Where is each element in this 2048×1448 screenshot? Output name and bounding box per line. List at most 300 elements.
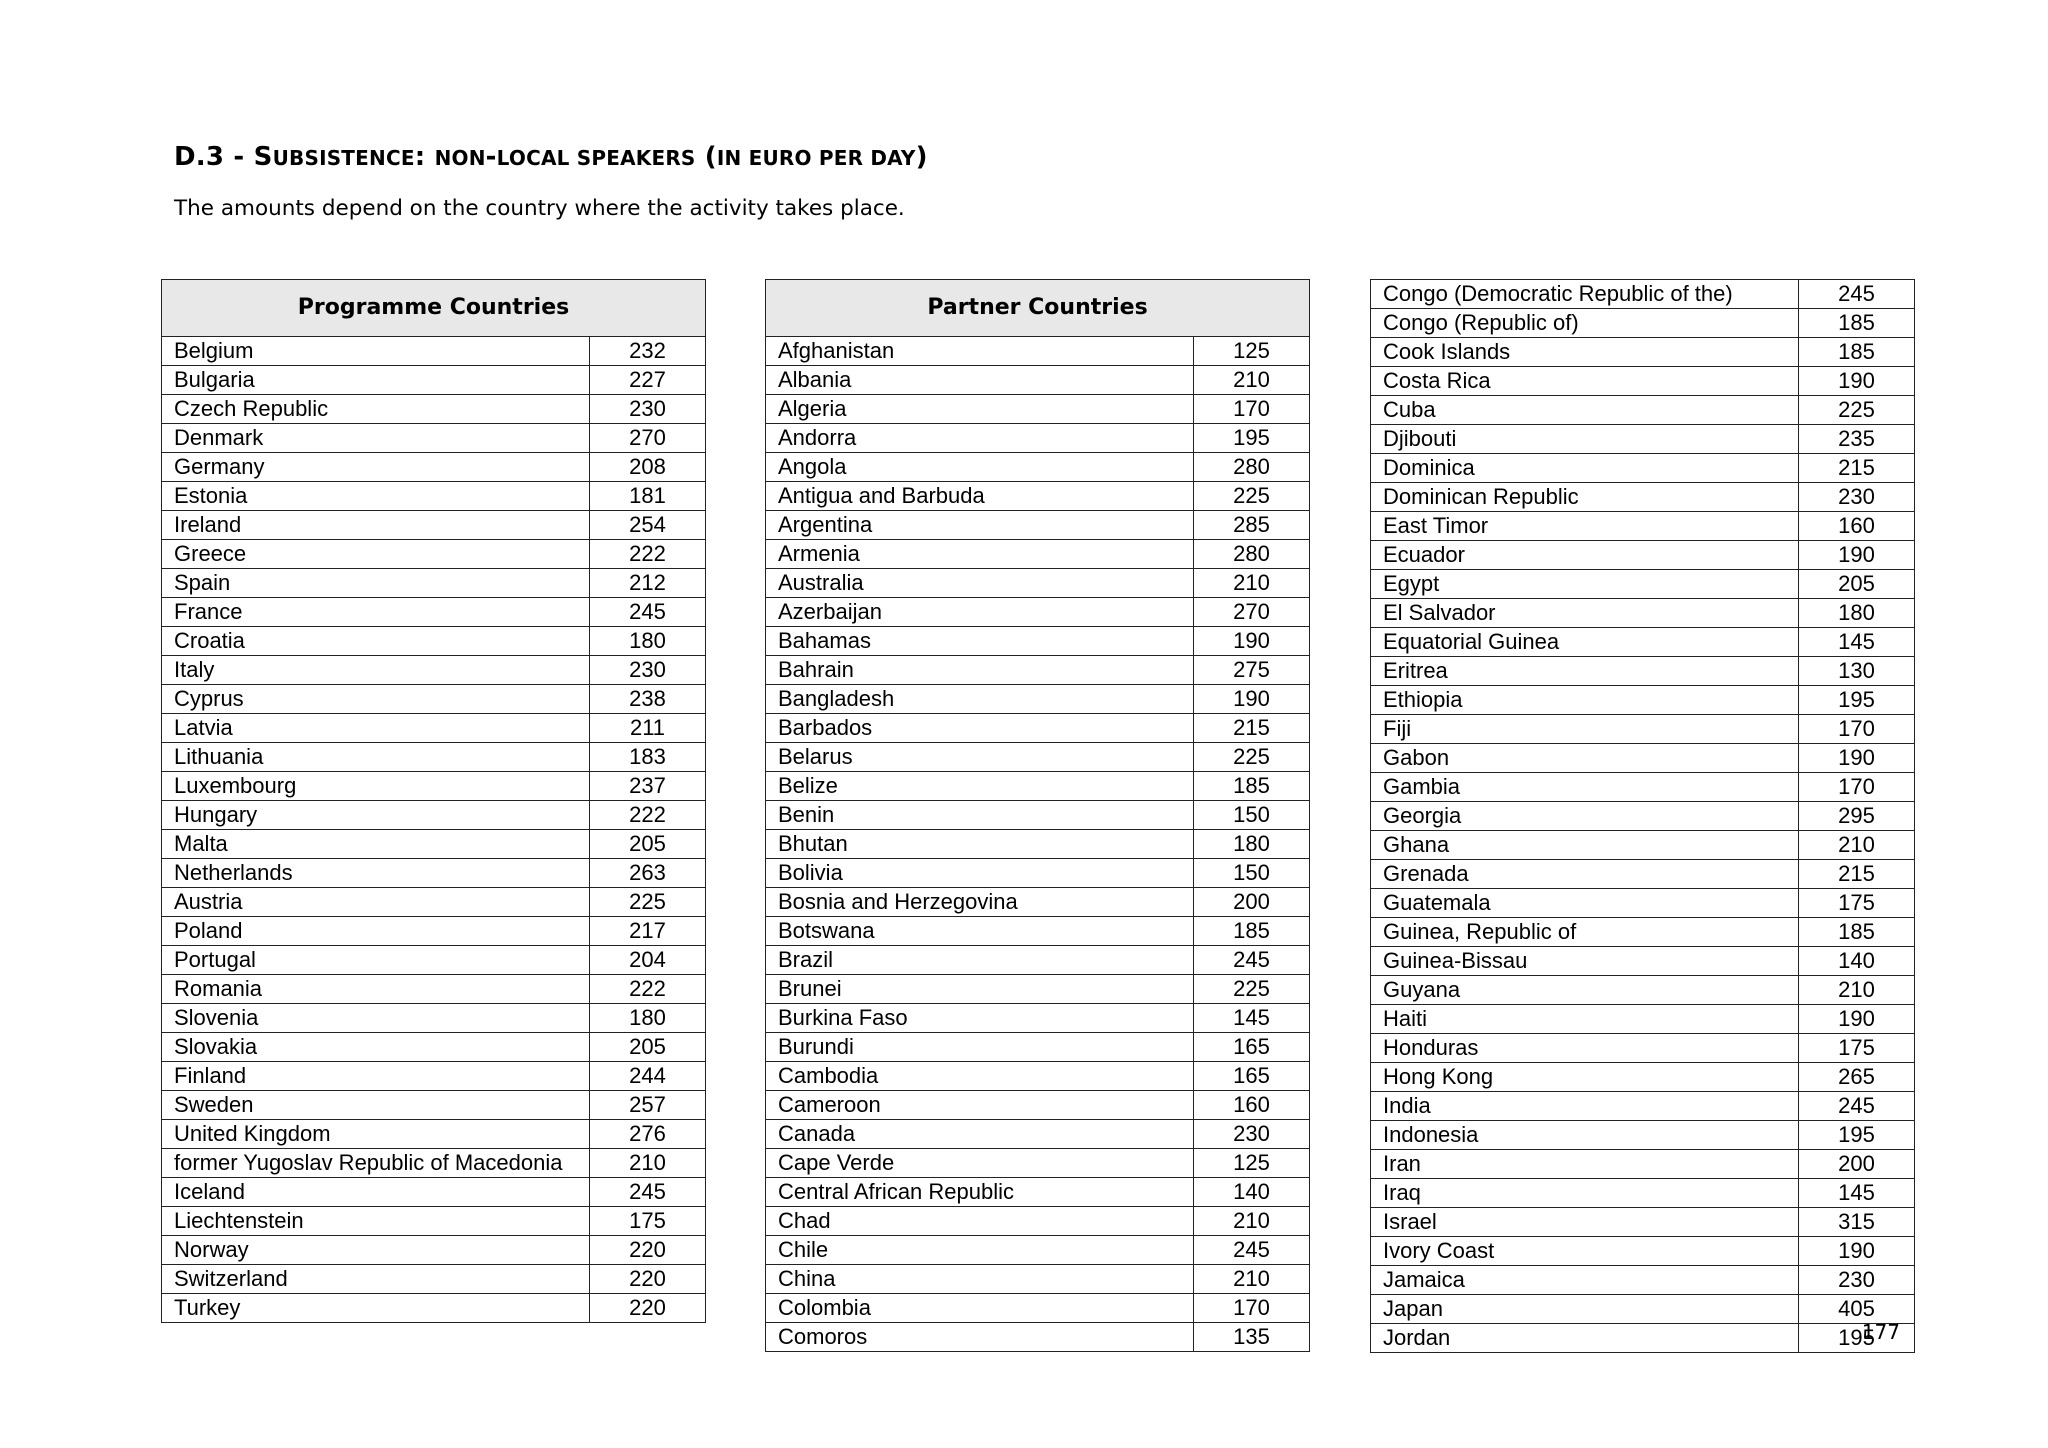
country-name: Djibouti (1371, 425, 1799, 454)
table-row (1371, 976, 1915, 1005)
amount-value: 220 (590, 1265, 706, 1294)
table-row (162, 1265, 706, 1294)
amount-value: 125 (1194, 337, 1310, 366)
amount-value: 245 (590, 1178, 706, 1207)
table-row (766, 1004, 1310, 1033)
country-name: Dominican Republic (1371, 483, 1799, 512)
country-name: Antigua and Barbuda (766, 482, 1194, 511)
table-row (1371, 715, 1915, 744)
table-row (766, 714, 1310, 743)
table-row (1371, 1295, 1915, 1324)
table-row (1371, 860, 1915, 889)
amount-value: 180 (1194, 830, 1310, 859)
table-row (766, 975, 1310, 1004)
country-name: Turkey (162, 1294, 590, 1323)
amount-value: 175 (1799, 1034, 1915, 1063)
table-row (766, 1323, 1310, 1352)
country-name: Benin (766, 801, 1194, 830)
amount-value: 175 (590, 1207, 706, 1236)
country-name: Latvia (162, 714, 590, 743)
table-row (766, 1207, 1310, 1236)
country-name: Cyprus (162, 685, 590, 714)
table-row (1371, 1266, 1915, 1295)
country-name: China (766, 1265, 1194, 1294)
amount-value: 170 (1194, 395, 1310, 424)
amount-value: 295 (1799, 802, 1915, 831)
amount-value: 130 (1799, 657, 1915, 686)
table-row (1371, 1121, 1915, 1150)
country-name: Belgium (162, 337, 590, 366)
country-name: Ivory Coast (1371, 1237, 1799, 1266)
table-row (162, 395, 706, 424)
amount-value: 270 (1194, 598, 1310, 627)
table-row (162, 946, 706, 975)
amount-value: 190 (1799, 744, 1915, 773)
amount-value: 235 (1799, 425, 1915, 454)
country-name: Fiji (1371, 715, 1799, 744)
table-row (766, 482, 1310, 511)
table-row (766, 453, 1310, 482)
amount-value: 210 (1194, 569, 1310, 598)
amount-value: 280 (1194, 453, 1310, 482)
table-row (766, 1178, 1310, 1207)
table-row (1371, 657, 1915, 686)
table-row (766, 1149, 1310, 1178)
amount-value: 145 (1194, 1004, 1310, 1033)
table-row (1371, 1092, 1915, 1121)
amount-value: 185 (1799, 918, 1915, 947)
table-row (766, 1091, 1310, 1120)
amount-value: 238 (590, 685, 706, 714)
table-row (162, 598, 706, 627)
country-name: Israel (1371, 1208, 1799, 1237)
table-row (162, 656, 706, 685)
table-row (766, 888, 1310, 917)
amount-value: 205 (590, 830, 706, 859)
amount-value: 160 (1799, 512, 1915, 541)
country-name: Estonia (162, 482, 590, 511)
country-name: Luxembourg (162, 772, 590, 801)
amount-value: 210 (1194, 366, 1310, 395)
amount-value: 217 (590, 917, 706, 946)
country-name: Poland (162, 917, 590, 946)
amount-value: 195 (1194, 424, 1310, 453)
table-row (766, 424, 1310, 453)
amount-value: 181 (590, 482, 706, 511)
amount-value: 276 (590, 1120, 706, 1149)
country-name: Bahamas (766, 627, 1194, 656)
amount-value: 225 (590, 888, 706, 917)
amount-value: 215 (1799, 860, 1915, 889)
amount-value: 185 (1799, 309, 1915, 338)
amount-value: 150 (1194, 801, 1310, 830)
country-name: Lithuania (162, 743, 590, 772)
table-row (162, 830, 706, 859)
amount-value: 215 (1194, 714, 1310, 743)
country-name: Iraq (1371, 1179, 1799, 1208)
amount-value: 195 (1799, 1324, 1915, 1353)
table-row (766, 627, 1310, 656)
table-row (162, 453, 706, 482)
table-row (162, 1149, 706, 1178)
amount-value: 150 (1194, 859, 1310, 888)
amount-value: 190 (1194, 627, 1310, 656)
table-row (766, 1236, 1310, 1265)
country-name: Liechtenstein (162, 1207, 590, 1236)
country-name: Honduras (1371, 1034, 1799, 1063)
table-row (766, 830, 1310, 859)
table-row (766, 540, 1310, 569)
country-name: Argentina (766, 511, 1194, 540)
amount-value: 275 (1194, 656, 1310, 685)
country-name: Congo (Republic of) (1371, 309, 1799, 338)
amount-value: 180 (590, 627, 706, 656)
table-row (1371, 628, 1915, 657)
table-row (162, 482, 706, 511)
table-row (162, 772, 706, 801)
amount-value: 183 (590, 743, 706, 772)
table-row (766, 656, 1310, 685)
country-name: Cameroon (766, 1091, 1194, 1120)
table-row (162, 917, 706, 946)
country-name: Equatorial Guinea (1371, 628, 1799, 657)
amount-value: 315 (1799, 1208, 1915, 1237)
country-name: Bosnia and Herzegovina (766, 888, 1194, 917)
table-row (162, 366, 706, 395)
country-name: Norway (162, 1236, 590, 1265)
amount-value: 265 (1799, 1063, 1915, 1092)
country-name: former Yugoslav Republic of Macedonia (162, 1149, 590, 1178)
table-row (1371, 309, 1915, 338)
amount-value: 165 (1194, 1033, 1310, 1062)
country-name: Switzerland (162, 1265, 590, 1294)
country-name: Costa Rica (1371, 367, 1799, 396)
country-name: Ecuador (1371, 541, 1799, 570)
amount-value: 125 (1194, 1149, 1310, 1178)
country-name: Burundi (766, 1033, 1194, 1062)
table-row (1371, 512, 1915, 541)
country-name: Croatia (162, 627, 590, 656)
table-row (162, 1236, 706, 1265)
table-row (766, 772, 1310, 801)
table-row (162, 743, 706, 772)
amount-value: 285 (1194, 511, 1310, 540)
country-name: Chile (766, 1236, 1194, 1265)
programme-countries-table (161, 279, 706, 1323)
table-row (1371, 1034, 1915, 1063)
country-name: Jamaica (1371, 1266, 1799, 1295)
country-name: Australia (766, 569, 1194, 598)
country-name: Grenada (1371, 860, 1799, 889)
amount-value: 140 (1799, 947, 1915, 976)
country-name: Botswana (766, 917, 1194, 946)
country-name: East Timor (1371, 512, 1799, 541)
country-name: Canada (766, 1120, 1194, 1149)
country-name: Chad (766, 1207, 1194, 1236)
amount-value: 245 (1799, 1092, 1915, 1121)
amount-value: 232 (590, 337, 706, 366)
table-row (1371, 338, 1915, 367)
country-name: Gabon (1371, 744, 1799, 773)
table-row (1371, 454, 1915, 483)
country-name: Iran (1371, 1150, 1799, 1179)
amount-value: 212 (590, 569, 706, 598)
table-row (766, 1033, 1310, 1062)
country-name: Guatemala (1371, 889, 1799, 918)
amount-value: 205 (590, 1033, 706, 1062)
amount-value: 245 (590, 598, 706, 627)
country-name: Slovenia (162, 1004, 590, 1033)
amount-value: 210 (590, 1149, 706, 1178)
amount-value: 185 (1799, 338, 1915, 367)
country-name: Albania (766, 366, 1194, 395)
table-row (1371, 686, 1915, 715)
table-row (766, 1294, 1310, 1323)
amount-value: 230 (1799, 483, 1915, 512)
country-name: Malta (162, 830, 590, 859)
country-name: Haiti (1371, 1005, 1799, 1034)
amount-value: 185 (1194, 772, 1310, 801)
country-name: Dominica (1371, 454, 1799, 483)
amount-value: 170 (1799, 773, 1915, 802)
country-name: Afghanistan (766, 337, 1194, 366)
amount-value: 230 (1799, 1266, 1915, 1295)
country-name: Comoros (766, 1323, 1194, 1352)
table-row (1371, 831, 1915, 860)
table-row (766, 685, 1310, 714)
country-name: Ghana (1371, 831, 1799, 860)
amount-value: 175 (1799, 889, 1915, 918)
country-name: El Salvador (1371, 599, 1799, 628)
amount-value: 200 (1194, 888, 1310, 917)
amount-value: 245 (1194, 946, 1310, 975)
amount-value: 205 (1799, 570, 1915, 599)
amount-value: 257 (590, 1091, 706, 1120)
table-header: Programme Countries (162, 280, 706, 337)
amount-value: 190 (1799, 367, 1915, 396)
country-name: Colombia (766, 1294, 1194, 1323)
country-name: Italy (162, 656, 590, 685)
table-row (1371, 802, 1915, 831)
amount-value: 210 (1194, 1207, 1310, 1236)
table-row (766, 801, 1310, 830)
country-name: Germany (162, 453, 590, 482)
amount-value: 190 (1799, 541, 1915, 570)
table-row (1371, 1005, 1915, 1034)
amount-value: 200 (1799, 1150, 1915, 1179)
country-name: Cook Islands (1371, 338, 1799, 367)
table-row (766, 1062, 1310, 1091)
country-name: Japan (1371, 1295, 1799, 1324)
table-row (1371, 889, 1915, 918)
amount-value: 227 (590, 366, 706, 395)
country-name: Barbados (766, 714, 1194, 743)
table-row (1371, 1150, 1915, 1179)
table-row (1371, 425, 1915, 454)
amount-value: 405 (1799, 1295, 1915, 1324)
amount-value: 237 (590, 772, 706, 801)
country-name: Cambodia (766, 1062, 1194, 1091)
amount-value: 220 (590, 1236, 706, 1265)
table-row (766, 395, 1310, 424)
table-row (1371, 1324, 1915, 1353)
country-name: Andorra (766, 424, 1194, 453)
country-name: Bolivia (766, 859, 1194, 888)
amount-value: 280 (1194, 540, 1310, 569)
table-row (1371, 570, 1915, 599)
amount-value: 195 (1799, 686, 1915, 715)
country-name: Central African Republic (766, 1178, 1194, 1207)
country-name: Armenia (766, 540, 1194, 569)
country-name: Burkina Faso (766, 1004, 1194, 1033)
country-name: Brazil (766, 946, 1194, 975)
amount-value: 245 (1194, 1236, 1310, 1265)
table-row (162, 1178, 706, 1207)
amount-value: 245 (1799, 280, 1915, 309)
table-row (1371, 1237, 1915, 1266)
country-name: Gambia (1371, 773, 1799, 802)
country-name: Spain (162, 569, 590, 598)
table-row (162, 337, 706, 366)
country-name: Denmark (162, 424, 590, 453)
amount-value: 185 (1194, 917, 1310, 946)
country-name: France (162, 598, 590, 627)
country-name: Portugal (162, 946, 590, 975)
amount-value: 230 (590, 395, 706, 424)
table-row (162, 627, 706, 656)
table-row (766, 598, 1310, 627)
amount-value: 222 (590, 801, 706, 830)
amount-value: 222 (590, 540, 706, 569)
amount-value: 211 (590, 714, 706, 743)
amount-value: 170 (1194, 1294, 1310, 1323)
table-row (1371, 483, 1915, 512)
amount-value: 180 (1799, 599, 1915, 628)
amount-value: 170 (1799, 715, 1915, 744)
country-name: Austria (162, 888, 590, 917)
amount-value: 270 (590, 424, 706, 453)
table-row (1371, 280, 1915, 309)
table-row (162, 859, 706, 888)
country-name: Bahrain (766, 656, 1194, 685)
table-row (1371, 599, 1915, 628)
amount-value: 195 (1799, 1121, 1915, 1150)
amount-value: 135 (1194, 1323, 1310, 1352)
table-row (766, 1120, 1310, 1149)
country-name: Belize (766, 772, 1194, 801)
amount-value: 145 (1799, 1179, 1915, 1208)
country-name: Sweden (162, 1091, 590, 1120)
table-row (162, 1004, 706, 1033)
table-row (162, 540, 706, 569)
country-name: India (1371, 1092, 1799, 1121)
country-name: Slovakia (162, 1033, 590, 1062)
country-name: Azerbaijan (766, 598, 1194, 627)
country-name: Czech Republic (162, 395, 590, 424)
amount-value: 210 (1799, 976, 1915, 1005)
table-row (1371, 947, 1915, 976)
country-name: Jordan (1371, 1324, 1799, 1353)
country-name: United Kingdom (162, 1120, 590, 1149)
country-name: Belarus (766, 743, 1194, 772)
table-row (162, 1294, 706, 1323)
amount-value: 140 (1194, 1178, 1310, 1207)
amount-value: 180 (590, 1004, 706, 1033)
country-name: Eritrea (1371, 657, 1799, 686)
table-row (1371, 744, 1915, 773)
table-row (162, 1207, 706, 1236)
table-row (766, 569, 1310, 598)
amount-value: 244 (590, 1062, 706, 1091)
country-name: Guinea-Bissau (1371, 947, 1799, 976)
amount-value: 165 (1194, 1062, 1310, 1091)
amount-value: 225 (1194, 975, 1310, 1004)
table-row (1371, 541, 1915, 570)
table-header: Partner Countries (766, 280, 1310, 337)
table-row (1371, 918, 1915, 947)
amount-value: 160 (1194, 1091, 1310, 1120)
country-name: Iceland (162, 1178, 590, 1207)
amount-value: 208 (590, 453, 706, 482)
amount-value: 222 (590, 975, 706, 1004)
country-name: Algeria (766, 395, 1194, 424)
amount-value: 145 (1799, 628, 1915, 657)
country-name: Guinea, Republic of (1371, 918, 1799, 947)
country-name: Hong Kong (1371, 1063, 1799, 1092)
table-row (162, 424, 706, 453)
table-row (766, 946, 1310, 975)
country-name: Georgia (1371, 802, 1799, 831)
country-name: Hungary (162, 801, 590, 830)
country-name: Indonesia (1371, 1121, 1799, 1150)
table-row (1371, 1179, 1915, 1208)
intro-text: The amounts depend on the country where the activity takes place. (174, 196, 905, 221)
table-row (162, 1033, 706, 1062)
country-name: Guyana (1371, 976, 1799, 1005)
table-row (162, 801, 706, 830)
table-row (766, 511, 1310, 540)
amount-value: 225 (1799, 396, 1915, 425)
country-name: Egypt (1371, 570, 1799, 599)
amount-value: 230 (590, 656, 706, 685)
amount-value: 210 (1799, 831, 1915, 860)
amount-value: 190 (1799, 1237, 1915, 1266)
table-row (162, 1062, 706, 1091)
table-row (766, 1265, 1310, 1294)
table-row (162, 511, 706, 540)
section-heading: D.3 - SUBSISTENCE: NON-LOCAL SPEAKERS (IN EURO PER DAY) (174, 142, 928, 172)
country-name: Bhutan (766, 830, 1194, 859)
table-row (1371, 367, 1915, 396)
table-row (1371, 773, 1915, 802)
table-row (162, 1120, 706, 1149)
amount-value: 215 (1799, 454, 1915, 483)
country-name: Brunei (766, 975, 1194, 1004)
table-row (766, 743, 1310, 772)
amount-value: 225 (1194, 743, 1310, 772)
country-name: Angola (766, 453, 1194, 482)
country-name: Bulgaria (162, 366, 590, 395)
partner-countries-table (765, 279, 1310, 1352)
country-name: Cape Verde (766, 1149, 1194, 1178)
table-row (766, 337, 1310, 366)
country-name: Ethiopia (1371, 686, 1799, 715)
amount-value: 190 (1799, 1005, 1915, 1034)
amount-value: 220 (590, 1294, 706, 1323)
table-row (162, 1091, 706, 1120)
amount-value: 254 (590, 511, 706, 540)
partner-countries-continued-table (1370, 279, 1915, 1353)
